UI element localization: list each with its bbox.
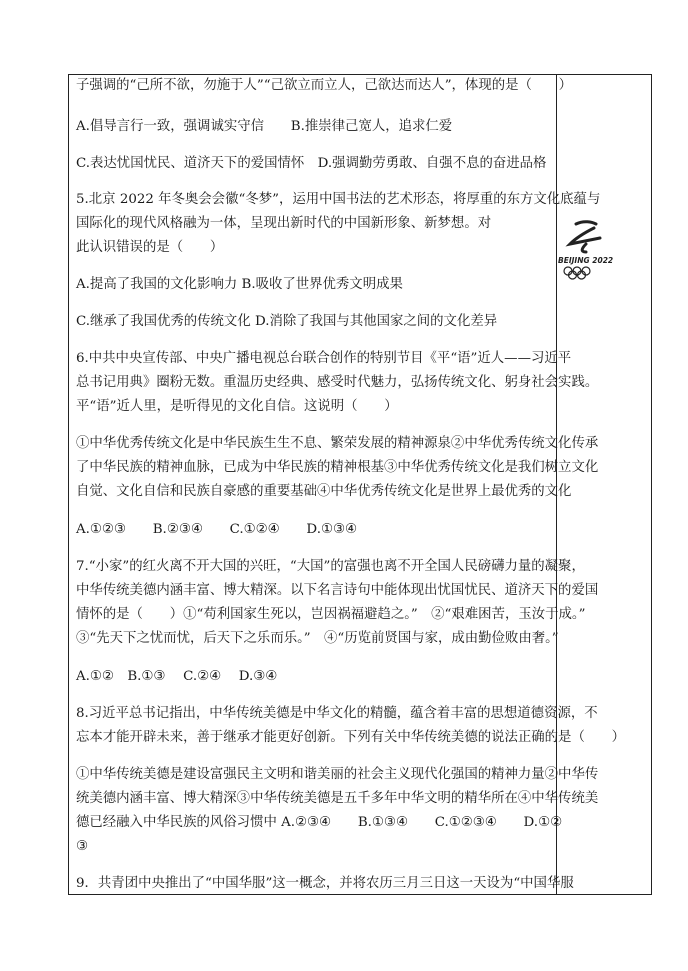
emblem-label: BEIJING 2022 xyxy=(558,256,614,265)
text-line: 自觉、文化自信和民族自豪感的重要基础④中华优秀传统文化是世界上最优秀的文化 xyxy=(76,484,572,499)
text-line: ③ xyxy=(76,839,89,854)
text-line: 5.北京 2022 年冬奥会会徽“冬梦”，运用中国书法的艺术形态，将厚重的东方文化底蕴与 xyxy=(76,192,601,207)
text-line: 平“语”近人里，是听得见的文化自信。这说明（ ） xyxy=(76,399,398,414)
text-line: 6.中共中央宣传部、中央广播电视总台联合创作的特别节目《平“语”近人——习近平 xyxy=(76,351,572,366)
text-line: C.表达忧国忧民、道济天下的爱国情怀 D.强调勤劳勇敢、自强不息的奋进品格 xyxy=(76,156,547,171)
beijing-2022-emblem-icon xyxy=(556,218,620,280)
text-line: A.倡导言行一致，强调诚实守信 B.推崇律己宽人，追求仁爱 xyxy=(76,119,453,134)
text-line: 统美德内涵丰富、博大精深③中华传统美德是五千多年中华文明的精华所在④中华传统美 xyxy=(76,791,599,806)
text-line: 德已经融入中华民族的风俗习惯中 A.②③④ B.①③④ C.①②③④ D.①② xyxy=(76,815,563,830)
text-line: 7.“小家”的红火离不开大国的兴旺，“大国”的富强也离不开全国人民磅礴力量的凝聚， xyxy=(76,559,585,574)
text-line: C.继承了我国优秀的传统文化 D.消除了我国与其他国家之间的文化差异 xyxy=(76,314,498,329)
text-line: 情怀的是（ ）①“苟利国家生死以，岂因祸福避趋之。” ②“艰难困苦，玉汝于成。” xyxy=(76,607,586,622)
text-line: A.提高了我国的文化影响力 B.吸收了世界优秀文明成果 xyxy=(76,277,403,292)
text-line: 总书记用典》圈粉无数。重温历史经典、感受时代魅力，弘扬传统文化、躬身社会实践。 xyxy=(76,375,599,390)
emblem-graphic xyxy=(556,218,620,280)
text-line: 此认识错误的是（ ） xyxy=(76,240,224,255)
text-line: 8.习近平总书记指出，中华传统美德是中华文化的精髓，蕴含着丰富的思想道德资源，不 xyxy=(76,706,598,721)
text-line: A.①② B.①③ C.②④ D.③④ xyxy=(76,669,278,684)
text-line: 了中华民族的精神血脉，已成为中华民族的精神根基③中华优秀传统文化是我们树立文化 xyxy=(76,460,599,475)
text-line: 中华传统美德内涵丰富、博大精深。以下名言诗句中能体现出忧国忧民、道济天下的爱国 xyxy=(76,583,599,598)
text-line: ①中华传统美德是建设富强民主文明和谐美丽的社会主义现代化强国的精神力量②中华传 xyxy=(76,767,599,782)
text-line: 9．共青团中央推出了“中国华服”这一概念，并将农历三月三日这一天设为“中国华服 xyxy=(76,876,574,891)
text-line: ①中华优秀传统文化是中华民族生生不息、繁荣发展的精神源泉②中华优秀传统文化传承 xyxy=(76,436,599,451)
text-line: 子强调的“己所不欲，勿施于人”“己欲立而立人，己欲达而达人”，体现的是（ ） xyxy=(76,78,573,93)
text-line: 国际化的现代风格融为一体，呈现出新时代的中国新形象、新梦想。对 xyxy=(76,216,492,231)
text-line: 忘本才能开辟未来，善于继承才能更好创新。下列有关中华传统美德的说法正确的是（ ） xyxy=(76,730,626,745)
text-line: ③“先天下之忧而忧，后天下之乐而乐。” ④“历览前贤国与家，成由勤俭败由奢。” xyxy=(76,631,559,646)
text-line: A.①②③ B.②③④ C.①②④ D.①③④ xyxy=(76,522,357,537)
